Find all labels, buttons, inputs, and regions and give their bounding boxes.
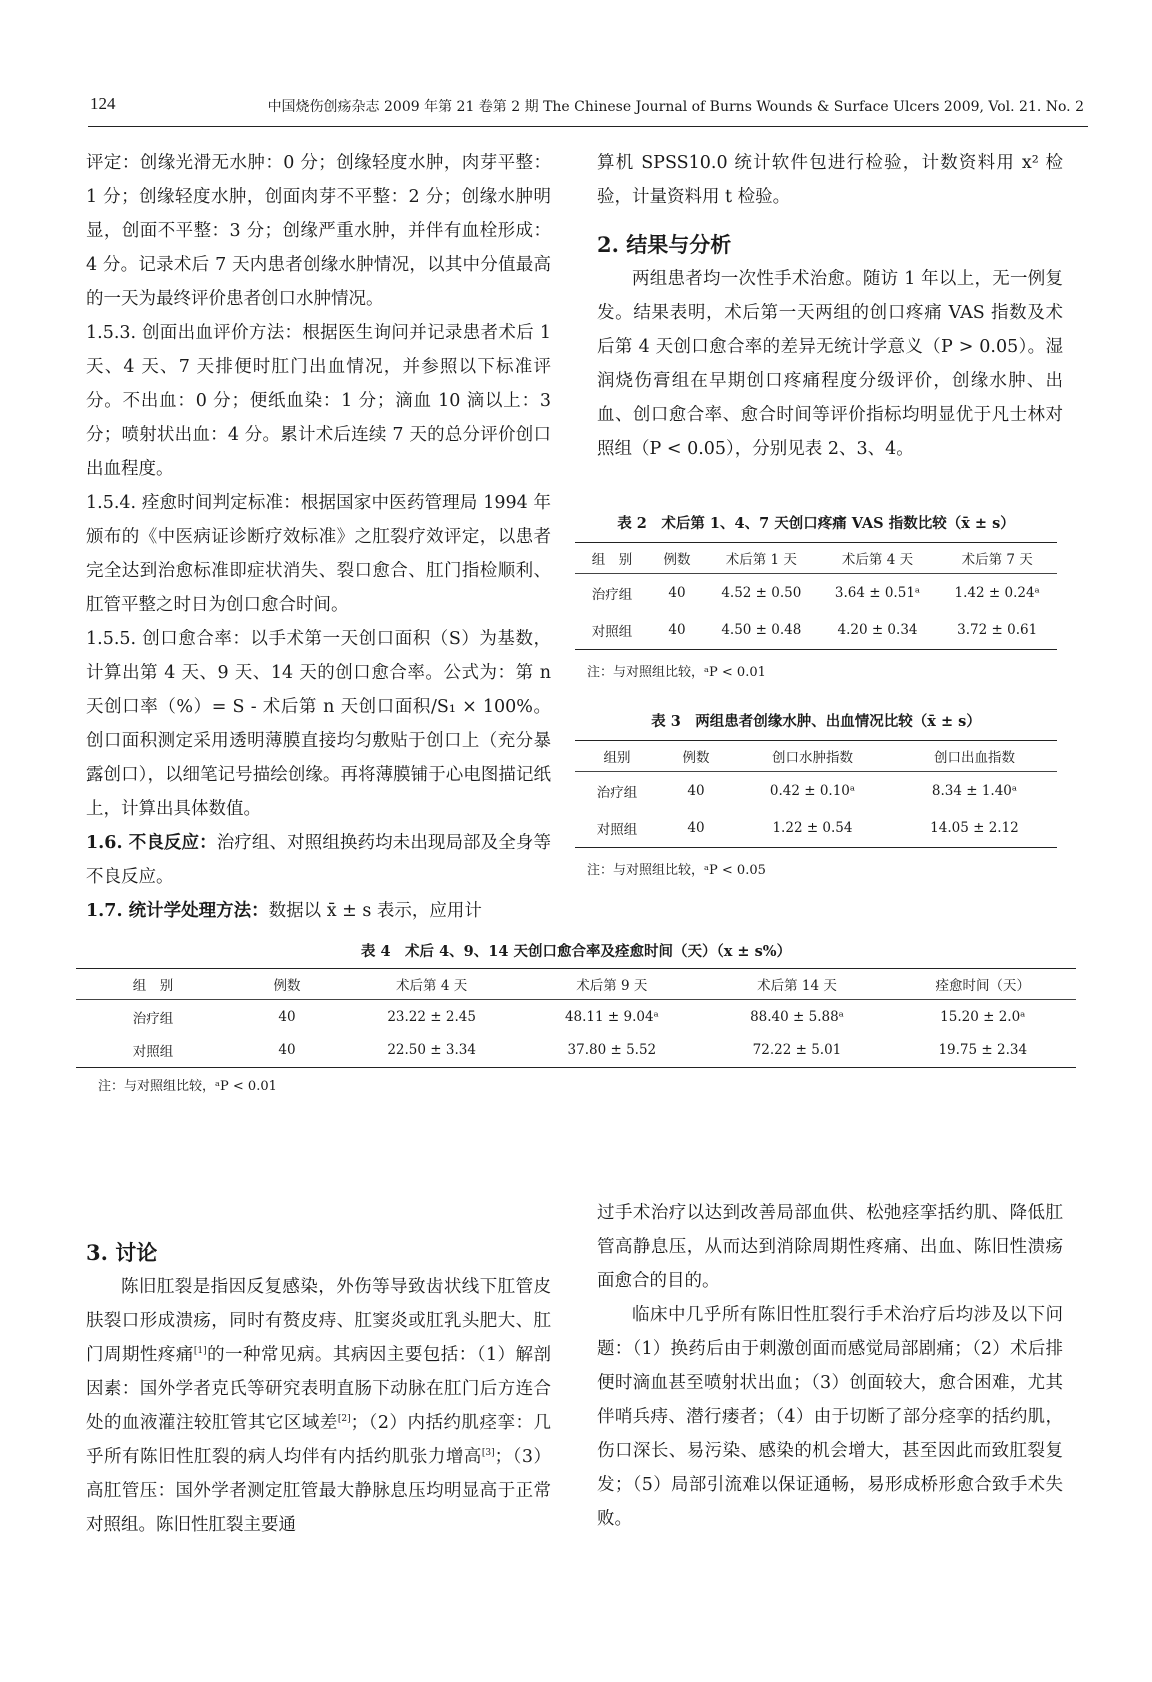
section-1-7-text: 数据以 x̄ ± s 表示，应用计 [268,901,482,921]
table-4-block [76,942,1076,1096]
table-cell: 4.20 ± 0.34 [818,612,938,650]
table-cell: 1.42 ± 0.24ᵃ [954,584,1040,601]
table-3-caption: 表 3 两组患者创缘水肿、出血情况比较（x̄ ± s） [651,713,981,730]
table-cell: 14.05 ± 2.12 [892,810,1057,848]
table-4-caption: 表 4 术后 4、9、14 天创口愈合率及痊愈时间（天）（x ± s%） [360,943,792,960]
table-2 [575,542,1057,650]
discussion-text: ；（3）高肛管压：国外学者测定肛管最大静脉息压均明显高于正常对照组。陈旧性肛裂主要通 [86,1447,551,1535]
table-cell: 0.42 ± 0.10ᵃ [769,782,856,799]
discussion-continuation: 过手术治疗以达到改善局部血供、松弛痉挛括约肌、降低肛管高静息压，从而达到消除周期性疼痛、出血、陈旧性溃疡面愈合的目的。 [597,1203,1063,1291]
table-row [575,612,1057,650]
section-1-6-label: 1.6. 不良反应： [86,833,217,853]
table-cell: 治疗组 [596,784,638,801]
running-title: 中国烧伤创疡杂志 2009 年第 21 卷第 2 期 The Chinese Journal of Burns Wounds & Surface Ulcers 2009, Vol. 21. No. 2 [267,99,1084,115]
table-cell: 治疗组 [591,586,633,603]
discussion-paragraph [86,1270,551,1542]
right-column-top [597,146,1063,466]
table-cell: 48.11 ± 9.04ᵃ [564,1008,659,1025]
table-cell: 88.40 ± 5.88ᵃ [750,1008,844,1025]
table-header: 例数 [649,543,705,574]
table-cell: 8.34 ± 1.40ᵃ [931,782,1018,799]
table-cell: 3.72 ± 0.61 [937,612,1057,650]
table-4 [76,968,1076,1068]
results-heading: 2. 结果与分析 [597,232,732,257]
table-cell: 23.22 ± 2.45 [387,1008,476,1025]
table-cell: 40 [649,612,705,650]
table-header: 创口出血指数 [892,741,1057,772]
citation: [3] [481,1448,495,1459]
table-header: 组 别 [575,543,649,574]
table-cell: 40 [659,810,733,848]
table-3-note: 注：与对照组比较，ᵃP < 0.05 [587,863,766,878]
edema-scoring-paragraph: 评定：创缘光滑无水肿：0 分；创缘轻度水肿，肉芽平整：1 分；创缘轻度水肿，创面肉芽不平整：2 分；创缘水肿明显，创面不平整：3 分；创缘严重水肿，并伴有血栓形成：4 分。记录术后 7 天内患者创缘水肿情况，以其中分值最高的一天为最终评价患者创口水肿情况。 [86,153,551,309]
table-cell: 4.50 ± 0.48 [705,612,818,650]
table-cell: 22.50 ± 3.34 [344,1034,519,1068]
table-cell: 对照组 [575,612,649,650]
table-row [76,1034,1076,1068]
left-column-bottom [86,1236,551,1542]
section-1-7-label: 1.7. 统计学处理方法： [86,901,269,921]
left-column-top [86,146,551,928]
table-4-note: 注：与对照组比较，ᵃP < 0.01 [98,1079,277,1094]
table-row [575,772,1057,810]
table-cell: 72.22 ± 5.01 [704,1034,889,1068]
statistics-continuation: 算机 SPSS10.0 统计软件包进行检验，计数资料用 x² 检验，计量资料用 t 检验。 [597,153,1063,207]
table-header: 组别 [575,741,659,772]
table-row [575,810,1057,848]
table-2-block [575,514,1057,682]
table-header: 创口水肿指数 [733,741,892,772]
discussion-right-paragraph: 临床中几乎所有陈旧性肛裂行手术治疗后均涉及以下问题：（1）换药后由于刺激创面而感觉局部剧痛；（2）术后排便时滴血甚至喷射状出血；（3）创面较大，愈合困难，尤其伴哨兵痔、潜行瘘者；（4）由于切断了部分痉挛的括约肌，伤口深长、易污染、感染的机会增大，甚至因此而致肛裂复发；（5）局部引流难以保证通畅，易形成桥形愈合致手术失败。 [597,1305,1063,1529]
table-2-note: 注：与对照组比较，ᵃP < 0.01 [587,665,766,680]
table-header: 例数 [659,741,733,772]
table-row [575,574,1057,612]
table-header: 组 别 [76,969,230,1000]
table-cell: 37.80 ± 5.52 [519,1034,704,1068]
table-header: 术后第 4 天 [344,969,519,1000]
discussion-text: ；（2）内括约肌痉挛：几乎所有陈旧性肛裂的病人均伴有内括约肌张力增高 [86,1413,551,1467]
table-header: 例数 [230,969,344,1000]
table-header: 术后第 7 天 [937,543,1057,574]
citation: [2] [337,1414,351,1425]
page-number: 124 [90,94,116,113]
section-1-6-text: 治疗组、对照组换药均未出现局部及全身等不良反应。 [86,833,552,887]
table-cell: 对照组 [76,1034,230,1068]
discussion-heading: 3. 讨论 [86,1240,158,1265]
table-cell: 4.52 ± 0.50 [721,584,802,601]
table-cell: 对照组 [575,810,659,848]
right-column-bottom [597,1196,1063,1536]
table-cell: 1.22 ± 0.54 [733,810,892,848]
table-3 [575,740,1057,848]
discussion-text: 陈旧肛裂是指因反复感染，外伤等导致齿状线下肛管皮肤裂口形成溃疡，同时有赘皮痔、肛窦炎或肛乳头肥大、肛门周期性疼痛 [86,1277,551,1365]
table-cell: 3.64 ± 0.51ᵃ [834,584,921,601]
table-cell: 治疗组 [132,1010,174,1027]
table-header: 术后第 9 天 [519,969,704,1000]
section-1-6 [86,826,551,894]
table-cell: 40 [668,584,686,601]
table-3-block [575,712,1057,880]
discussion-text: 的一种常见病。其病因主要包括：（1）解剖因素：国外学者克氏等研究表明直肠下动脉在肛门后方连合处的血液灌注较肛管其它区域差 [86,1345,551,1433]
table-header: 术后第 4 天 [818,543,938,574]
section-1-5-5: 1.5.5. 创口愈合率：以手术第一天创口面积（S）为基数，计算出第 4 天、9 天、14 天的创口愈合率。公式为：第 n 天创口率（%）= S - 术后第 n 天创口面积/S₁ × 100%。创口面积测定采用透明薄膜直接均匀敷贴于创口上（充分暴露创口），以细笔记号描绘创缘。再将薄膜铺于心电图描记纸上，计算出具体数值。 [86,629,551,819]
table-header: 术后第 1 天 [705,543,818,574]
table-2-caption: 表 2 术后第 1、4、7 天创口疼痛 VAS 指数比较（x̄ ± s） [617,515,1015,532]
running-header [88,92,1088,127]
table-cell: 40 [230,1034,344,1068]
results-paragraph: 两组患者均一次性手术治愈。随访 1 年以上，无一例复发。结果表明，术后第一天两组的创口疼痛 VAS 指数及术后第 4 天创口愈合率的差异无统计学意义（P > 0.05）。湿润烧伤膏组在早期创口疼痛程度分级评价，创缘水肿、出血、创口愈合率、愈合时间等评价指标均明显优于凡士林对照组（P < 0.05），分别见表 2、3、4。 [597,269,1063,459]
table-header: 痊愈时间（天） [890,969,1076,1000]
section-1-5-3: 1.5.3. 创面出血评价方法：根据医生询问并记录患者术后 1 天、4 天、7 天排便时肛门出血情况，并参照以下标准评分。不出血：0 分；便纸血染：1 分；滴血 10 滴以上：3 分；喷射状出血：4 分。累计术后连续 7 天的总分评价创口出血程度。 [86,323,551,479]
section-1-7 [86,894,551,928]
table-cell: 40 [278,1008,296,1025]
table-row [76,1000,1076,1034]
citation: [1] [193,1346,207,1357]
table-cell: 15.20 ± 2.0ᵃ [940,1008,1026,1025]
table-cell: 40 [687,782,705,799]
section-1-5-4: 1.5.4. 痊愈时间判定标准：根据国家中医药管理局 1994 年颁布的《中医病证诊断疗效标准》之肛裂疗效评定，以患者完全达到治愈标准即症状消失、裂口愈合、肛门指检顺利、肛管平整之时日为创口愈合时间。 [86,493,551,615]
table-cell: 19.75 ± 2.34 [890,1034,1076,1068]
table-header: 术后第 14 天 [704,969,889,1000]
